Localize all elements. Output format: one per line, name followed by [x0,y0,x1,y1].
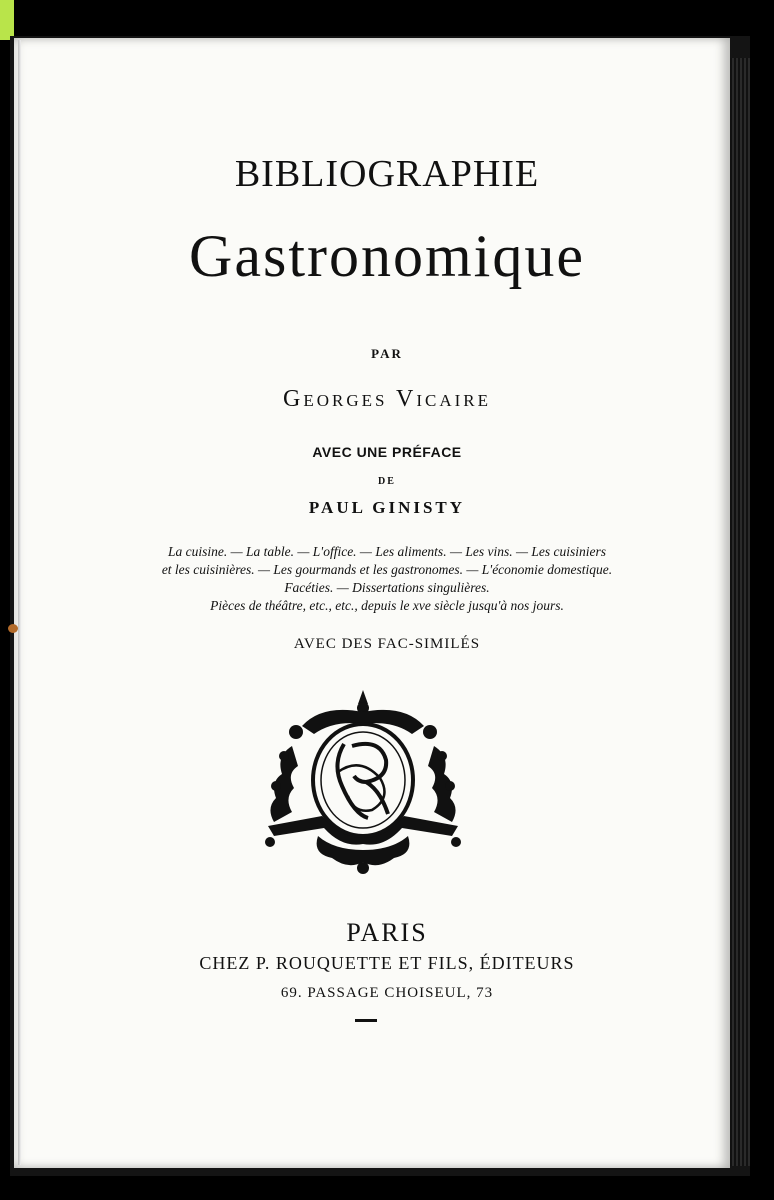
preface-author: PAUL GINISTY [308,498,466,517]
city: PARIS [346,918,428,947]
by-label: PAR [371,346,403,361]
contents-line: Pièces de théâtre, etc., etc., depuis le xve siècle jusqu'à nos jours. [210,598,564,613]
contents-summary [0,543,774,615]
author-name: Georges Vicaire [282,386,491,412]
title-line-2: Gastronomique [189,223,585,289]
contents-line: La cuisine. — La table. — L'office. — Les aliments. — Les vins. — Les cuisiniers [168,544,606,559]
preface-label: AVEC UNE PRÉFACE [312,444,462,460]
publisher-address: 69. PASSAGE CHOISEUL, 73 [280,985,494,1001]
contents-line: Facéties. — Dissertations singulières. [284,580,490,595]
publisher: CHEZ P. ROUQUETTE ET FILS, ÉDITEURS [199,953,575,973]
paper-stain [8,624,18,633]
facsimiles-note: AVEC DES FAC-SIMILÉS [293,636,481,652]
title-line-1: BIBLIOGRAPHIE [234,153,540,195]
closing-rule [355,1019,377,1022]
scan-edge [0,0,14,40]
contents-line: et les cuisinières. — Les gourmands et les gastronomes. — L'économie domestique. [161,562,613,577]
ornamental-monogram-emblem-icon [262,686,464,876]
of-label: DE [378,476,396,487]
